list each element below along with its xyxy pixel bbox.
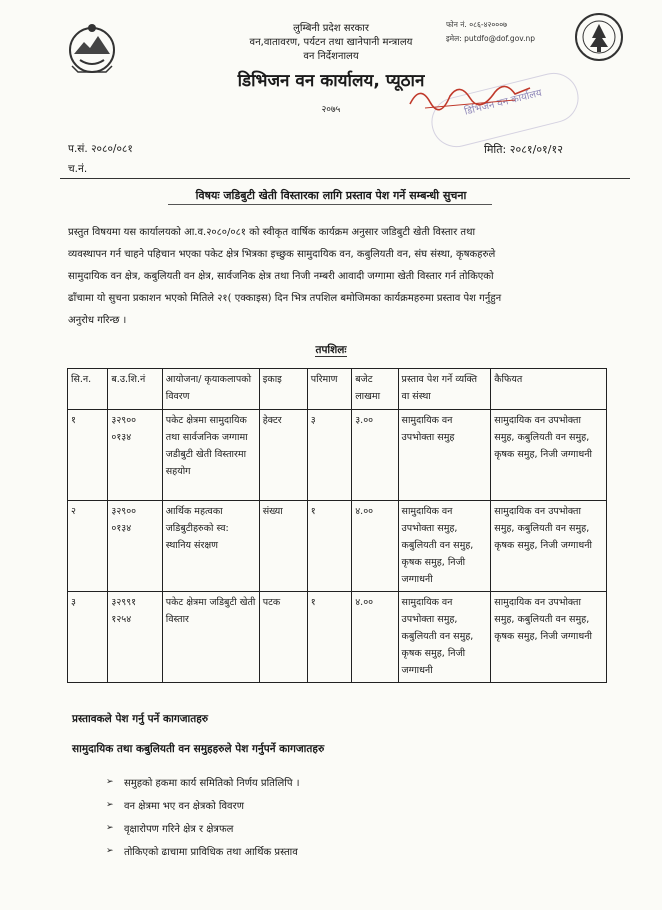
header-unit: इकाइ	[259, 369, 307, 410]
cell-remarks: सामुदायिक वन उपभोक्ता समुह, कबुलियती वन समुह, कृषक समुह, निजी जग्गाधनी	[491, 501, 607, 592]
notice-body	[68, 222, 622, 332]
documents-list	[106, 770, 300, 862]
cell-remarks: सामुदायिक वन उपभोक्ता समुह, कबुलियती वन समुह, कृषक समुह, निजी जग्गाधनी	[491, 592, 607, 683]
email-address: इमेल: putdfo@dof.gov.np	[446, 34, 536, 43]
list-item-text: वृक्षारोपण गरिने क्षेत्र र क्षेत्रफल	[124, 823, 234, 835]
cell-unit: पटक	[259, 592, 307, 683]
table-header-row	[68, 369, 607, 410]
directorate-name: वन निर्देशनालय	[303, 51, 359, 62]
header-budget-code: ब.उ.शि.नं	[108, 369, 162, 410]
list-item	[106, 770, 300, 793]
header-serial: सि.न.	[68, 369, 108, 410]
cell-unit: हेक्टर	[259, 410, 307, 501]
cell-budget: ४.००	[352, 592, 398, 683]
cell-budget-code: ३२९०० ०१३४	[108, 501, 162, 592]
cell-activity: आर्थिक महत्वका जडिबुटीहरुको स्व: स्थानिय संरक्षण	[162, 501, 259, 592]
cell-quantity: ३	[307, 410, 351, 501]
arrow-bullet-icon: ➢	[106, 776, 114, 787]
cell-budget: ४.००	[352, 501, 398, 592]
list-item	[106, 816, 300, 839]
header-budget: बजेट लाखमा	[352, 369, 398, 410]
body-line: अनुरोध गरिन्छ ।	[68, 315, 127, 326]
body-line: प्रस्तुत विषयमा यस कार्यालयको आ.व.२०८०/०८१ को स्वीकृत वार्षिक कार्यक्रम अनुसार जडिबुटी खेती विस्तार तथा	[68, 227, 476, 238]
cell-proposer: सामुदायिक वन उपभोक्ता समुह	[398, 410, 491, 501]
list-item-text: वन क्षेत्रमा भए वन क्षेत्रको विवरण	[124, 800, 244, 812]
program-details-table	[67, 368, 607, 683]
body-line: व्यवस्थापन गर्न चाहने पहिचान भएका पकेट क्षेत्र भित्रका इच्छुक सामुदायिक वन, कबुलियती वन, संघ संस्था, कृषकहरुले	[68, 249, 496, 260]
arrow-bullet-icon: ➢	[106, 799, 114, 810]
table-row	[68, 592, 607, 683]
cell-quantity: १	[307, 592, 351, 683]
documents-subheading: सामुदायिक तथा कबुलियती वन समुहहरुले पेश गर्नुपर्ने कागजातहरु	[72, 743, 325, 755]
list-item	[106, 793, 300, 816]
cell-activity: पकेट क्षेत्रमा जडिबुटी खेती विस्तार	[162, 592, 259, 683]
body-line: सामुदायिक वन क्षेत्र, कबुलियती वन क्षेत्र, सार्वजनिक क्षेत्र तथा निजी नम्बरी आवादी जग्गामा खेती विस्तार गर्न तोकिएको	[68, 271, 494, 282]
header-proposer: प्रस्ताव पेश गर्ने व्यक्ति वा संस्था	[398, 369, 491, 410]
arrow-bullet-icon: ➢	[106, 845, 114, 856]
established-year: २०७५	[321, 105, 341, 115]
cell-budget-code: ३२९९१ १२५४	[108, 592, 162, 683]
forest-department-logo-icon	[574, 12, 624, 62]
reference-number: प.सं. २०८०/०८१	[68, 143, 133, 155]
arrow-bullet-icon: ➢	[106, 822, 114, 833]
notice-subject: विषयः जडिबुटी खेती विस्तारका लागि प्रस्ताव पेश गर्ने सम्बन्धी सुचना	[195, 189, 467, 202]
cell-serial: १	[68, 410, 108, 501]
cell-serial: ३	[68, 592, 108, 683]
table-title	[0, 343, 662, 357]
ministry-name: वन,वातावरण, पर्यटन तथा खानेपानी मन्त्रालय	[249, 37, 413, 48]
stamp-text: डिभिजन वन कार्यालय	[463, 87, 543, 118]
phone-number: फोन नं. ०८६-४२०००७	[446, 20, 508, 29]
table-title-text: तपशिलः	[315, 344, 347, 356]
documents-heading: प्रस्तावकले पेश गर्नु पर्ने कागजातहरु	[72, 713, 209, 725]
government-name: लुम्बिनी प्रदेश सरकार	[293, 23, 369, 34]
office-title: डिभिजन वन कार्यालय, प्यूठान	[237, 71, 425, 91]
header-remarks: कैफियत	[491, 369, 607, 410]
table-row	[68, 501, 607, 592]
cell-budget: ३.००	[352, 410, 398, 501]
list-item	[106, 839, 300, 862]
signature-icon	[405, 74, 535, 114]
table-row	[68, 410, 607, 501]
subject-underline	[168, 204, 492, 205]
cell-budget-code: ३२९०० ०१३४	[108, 410, 162, 501]
cell-proposer: सामुदायिक वन उपभोक्ता समुह, कबुलियती वन समुह, कृषक समुह, निजी जग्गाधनी	[398, 592, 491, 683]
list-item-text: समुहको हकमा कार्य समितिको निर्णय प्रतिलिपि ।	[124, 777, 300, 789]
cell-serial: २	[68, 501, 108, 592]
issue-date: मिति: २०८१/०१/१२	[484, 143, 563, 156]
header-activity: आयोजना/ कृयाकलापको विवरण	[162, 369, 259, 410]
cell-remarks: सामुदायिक वन उपभोक्ता समुह, कबुलियती वन समुह, कृषक समुह, निजी जग्गाधनी	[491, 410, 607, 501]
header-divider	[60, 178, 630, 179]
cell-quantity: १	[307, 501, 351, 592]
body-line: ढाँचामा यो सुचना प्रकाशन भएको मितिले २१( एक्काइस) दिन भित्र तपशिल बमोजिमका कार्यक्रमहरुमा प्रस्ताव पेश गर्नुहुन	[68, 293, 502, 304]
list-item-text: तोकिएको ढाचामा प्राविधिक तथा आर्थिक प्रस्ताव	[124, 846, 298, 858]
header-quantity: परिमाण	[307, 369, 351, 410]
cell-proposer: सामुदायिक वन उपभोक्ता समुह, कबुलियती वन समुह, कृषक समुह, निजी जग्गाधनी	[398, 501, 491, 592]
dispatch-number: च.नं.	[68, 163, 88, 175]
cell-unit: संख्या	[259, 501, 307, 592]
cell-activity: पकेट क्षेत्रमा सामुदायिक तथा सार्वजनिक जग्गामा जडीबुटी खेती विस्तारमा सहयोग	[162, 410, 259, 501]
